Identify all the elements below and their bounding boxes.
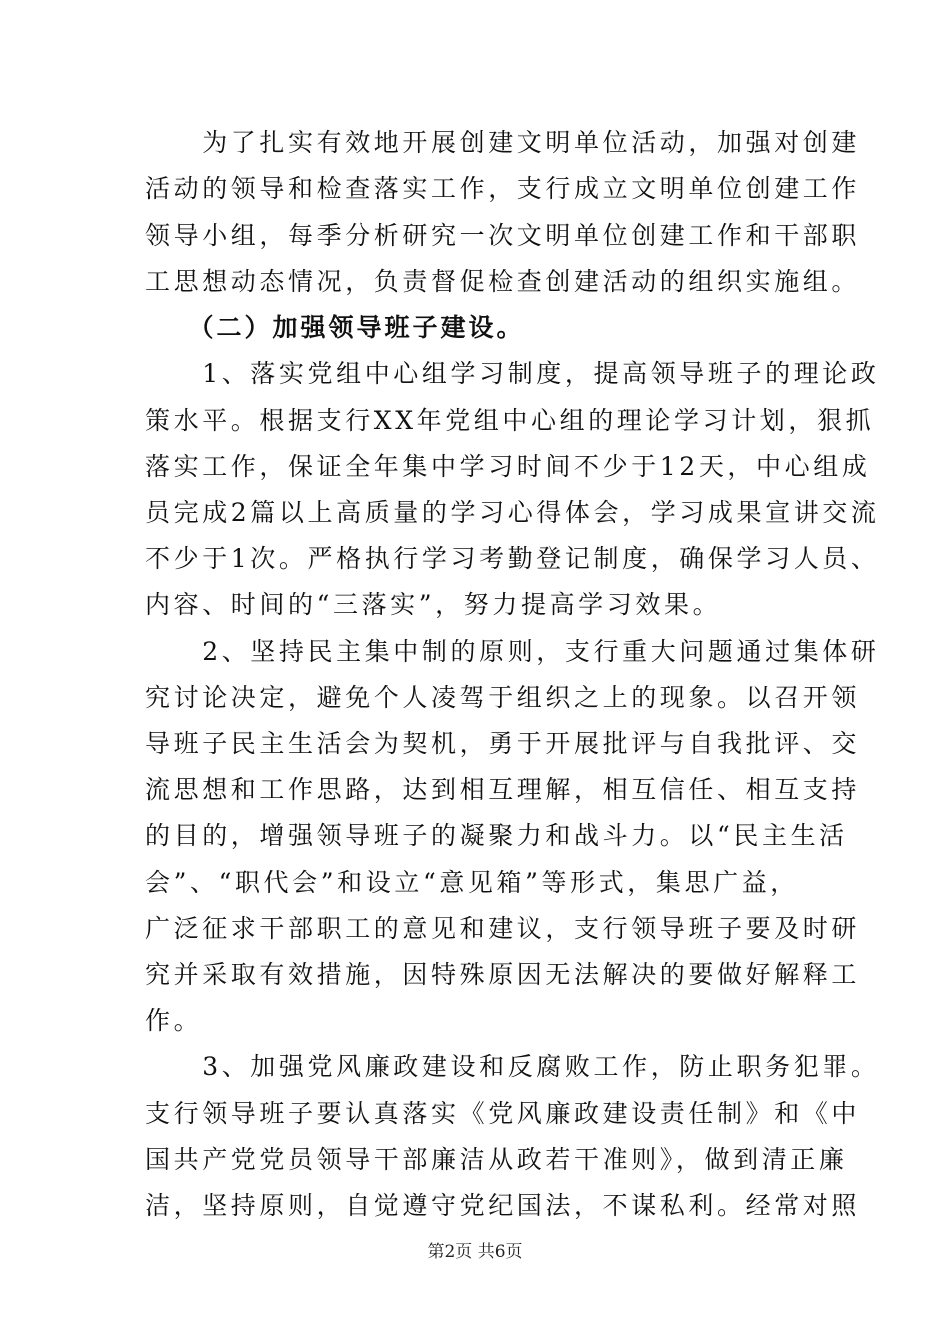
body-text-line: 流思想和工作思路，达到相互理解，相互信任、相互支持: [145, 775, 861, 804]
body-text-line: 究讨论决定，避免个人凌驾于组织之上的现象。以召开领: [145, 683, 861, 712]
body-text-line: 导班子民主生活会为契机，勇于开展批评与自我批评、交: [145, 729, 861, 758]
body-text-line: 不少于1次。严格执行学习考勤登记制度，确保学习人员、: [145, 544, 880, 573]
body-text-line: 活动的领导和检查落实工作，支行成立文明单位创建工作: [145, 174, 861, 203]
body-text-line: 1、落实党组中心组学习制度，提高领导班子的理论政: [145, 359, 880, 388]
body-text-line: 洁，坚持原则，自觉遵守党纪国法，不谋私利。经常对照: [145, 1191, 861, 1220]
body-text-line: 员完成2篇以上高质量的学习心得体会，学习成果宣讲交流: [145, 498, 880, 527]
body-text-line: 为了扎实有效地开展创建文明单位活动，加强对创建: [145, 128, 861, 157]
body-text-line: 国共产党党员领导干部廉洁从政若干准则》，做到清正廉: [145, 1145, 848, 1174]
body-text-line: 内容、时间的“三落实”，努力提高学习效果。: [145, 590, 722, 619]
body-text-line: 3、加强党风廉政建设和反腐败工作，防止职务犯罪。: [145, 1052, 880, 1081]
body-text-line: 落实工作，保证全年集中学习时间不少于12天，中心组成: [145, 452, 871, 481]
body-text-line: 广泛征求干部职工的意见和建议，支行领导班子要及时研: [145, 914, 861, 943]
body-text-line: 的目的，增强领导班子的凝聚力和战斗力。以“民主生活: [145, 821, 848, 850]
body-text-line: 2、坚持民主集中制的原则，支行重大问题通过集体研: [145, 637, 880, 666]
body-text-line: 会”、“职代会”和设立“意见箱”等形式，集思广益，: [145, 868, 799, 897]
body-text-line: 作。: [145, 1006, 203, 1035]
body-text-line: 支行领导班子要认真落实《党风廉政建设责任制》和《中: [145, 1099, 861, 1128]
body-text-line: 领导小组，每季分析研究一次文明单位创建工作和干部职: [145, 221, 861, 250]
page-footer: 第2页 共6页: [427, 1242, 523, 1262]
body-text-line: 究并采取有效措施，因特殊原因无法解决的要做好解释工: [145, 960, 861, 989]
section-heading: （二）加强领导班子建设。: [145, 313, 525, 342]
body-text-line: 工思想动态情况，负责督促检查创建活动的组织实施组。: [145, 267, 861, 296]
body-text-line: 策水平。根据支行XX年党组中心组的理论学习计划，狠抓: [145, 406, 875, 435]
